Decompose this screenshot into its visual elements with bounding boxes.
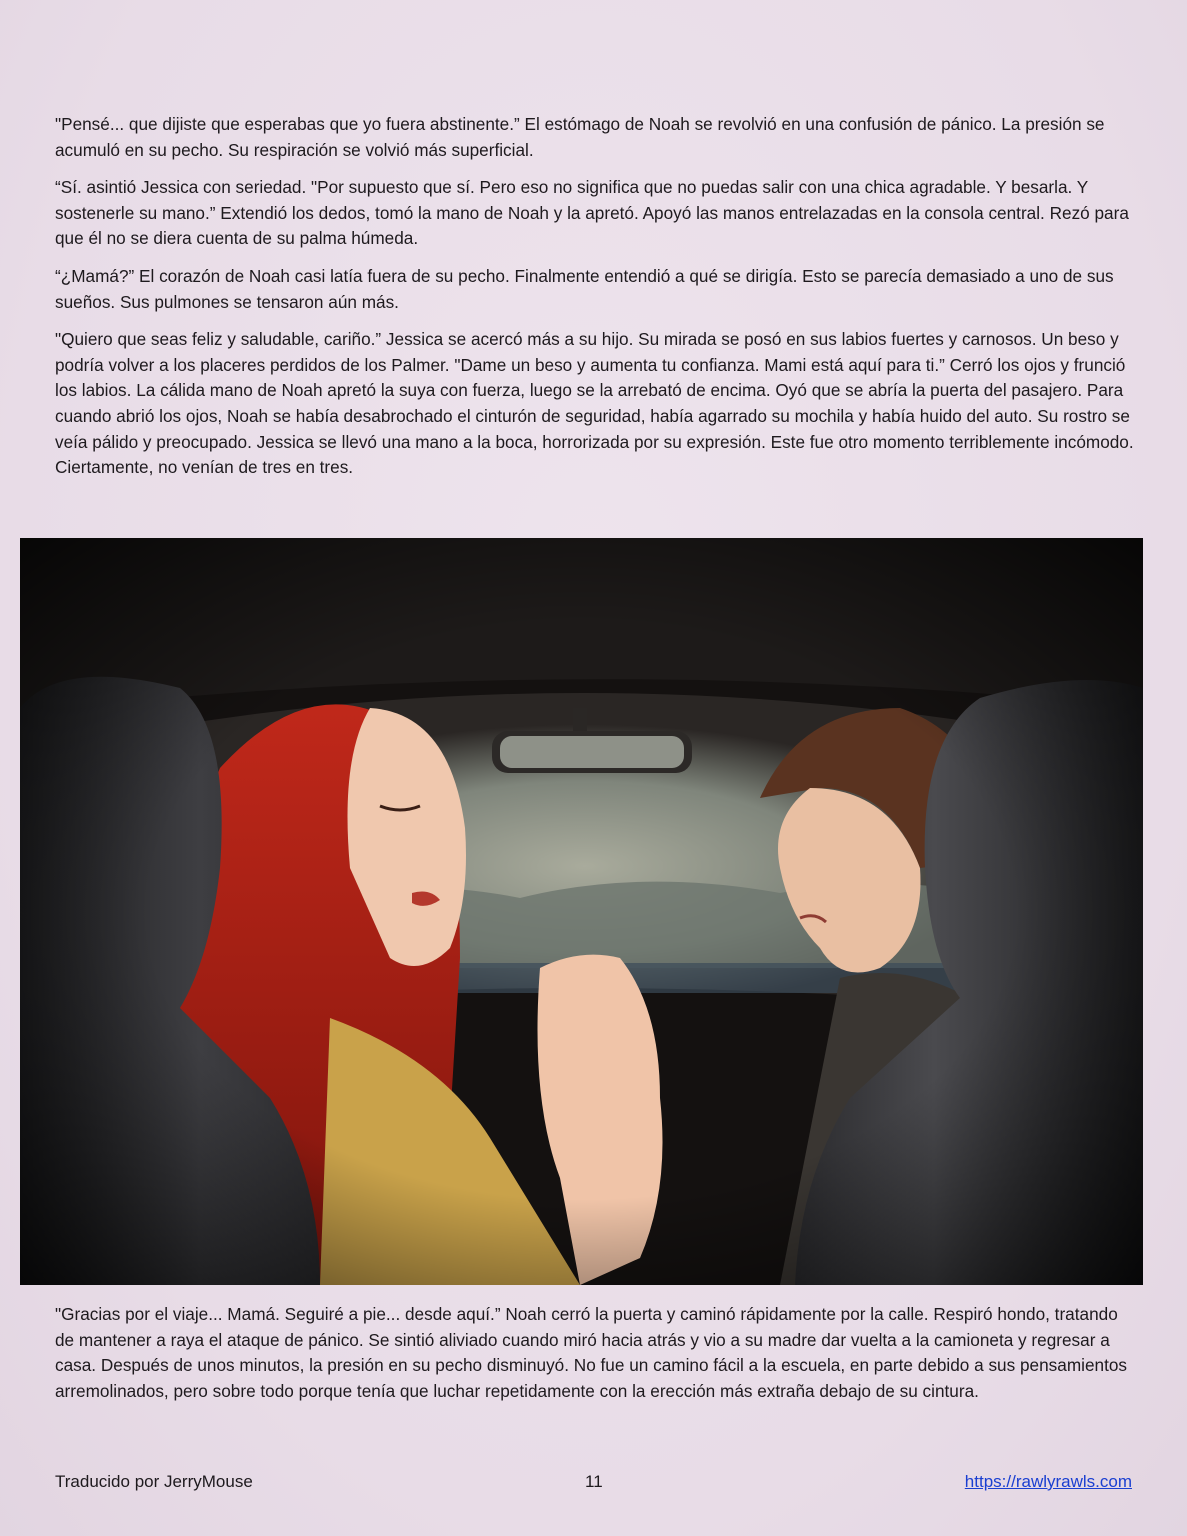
- top-text-block: [55, 112, 1135, 493]
- paragraph: "Quiero que seas feliz y saludable, cariño.” Jessica se acercó más a su hijo. Su mirada se posó en sus labios fuertes y carnosos. Un beso y podría volver a los placeres perdidos de los Palmer. "Dame un beso y aumenta tu confianza. Mami está aquí para ti.” Cerró los ojos y frunció los labios. La cálida mano de Noah apretó la suya con fuerza, luego se la arrebató de encima. Oyó que se abría la puerta del pasajero. Para cuando abrió los ojos, Noah se había desabrochado el cinturón de seguridad, había agarrado su mochila y había huido del auto. Su rostro se veía pálido y preocupado. Jessica se llevó una mano a la boca, horrorizada por su expresión. Este fue otro momento terriblemente incómodo. Ciertamente, no venían de tres en tres.: [55, 329, 1134, 478]
- paragraph: "Pensé... que dijiste que esperabas que yo fuera abstinente.” El estómago de Noah se revolvió en una confusión de pánico. La presión se acumuló en su pecho. Su respiración se volvió más superficial.: [55, 114, 1105, 160]
- page-number: 11: [585, 1472, 603, 1491]
- paragraph: “Sí. asintió Jessica con seriedad. "Por supuesto que sí. Pero eso no significa que no puedas salir con una chica agradable. Y besarla. Y sostenerle su mano.” Extendió los dedos, tomó la mano de Noah y la apretó. Apoyó las manos entrelazadas en la consola central. Rezó para que él no se diera cuenta de su palma húmeda.: [55, 177, 1129, 249]
- car-scene-illustration: [20, 538, 1143, 1285]
- translator-credit: Traducido por JerryMouse: [55, 1472, 253, 1491]
- website-link[interactable]: https://rawlyrawls.com: [964, 1472, 1132, 1491]
- paragraph: "Gracias por el viaje... Mamá. Seguiré a pie... desde aquí.” Noah cerró la puerta y caminó rápidamente por la calle. Respiró hondo, tratando de mantener a raya el ataque de pánico. Se sintió aliviado cuando miró hacia atrás y vio a su madre dar vuelta a la camioneta y regresar a casa. Después de unos minutos, la presión en su pecho disminuyó. No fue un camino fácil a la escuela, en parte debido a sus pensamientos arremolinados, pero sobre todo porque tenía que luchar repetidamente con la erección más extraña debajo de su cintura.: [55, 1304, 1127, 1401]
- paragraph: “¿Mamá?” El corazón de Noah casi latía fuera de su pecho. Finalmente entendió a qué se dirigía. Esto se parecía demasiado a uno de sus sueños. Sus pulmones se tensaron aún más.: [55, 265, 1114, 312]
- bottom-text-block: [55, 1302, 1135, 1416]
- page-footer: [55, 1472, 1132, 1498]
